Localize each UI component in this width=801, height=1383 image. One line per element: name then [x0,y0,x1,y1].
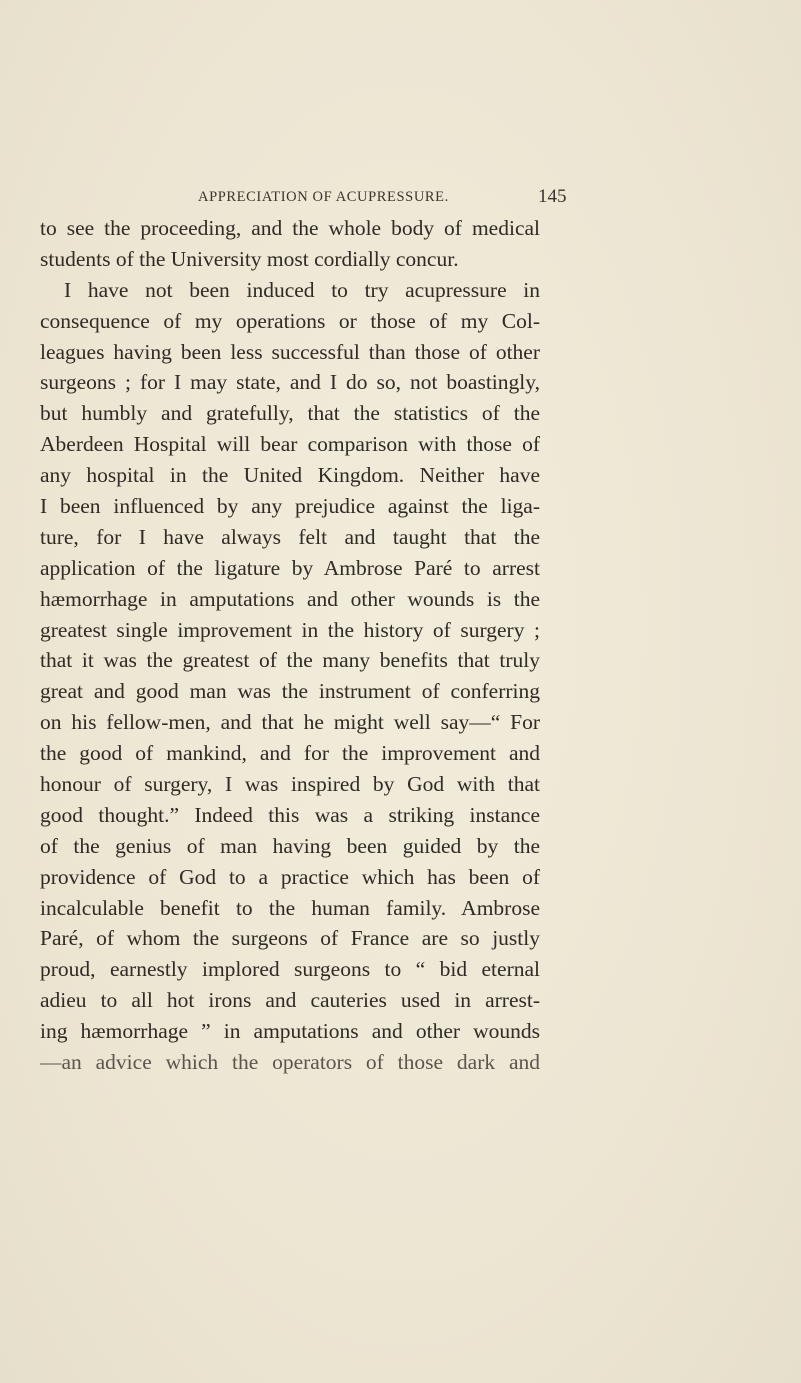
text-line: adieu to all hot irons and cauteries used in arrest- [40,988,540,1013]
text-line: surgeons ; for I may state, and I do so, not boastingly, [40,370,540,395]
text-line: hæmorrhage in amputations and other wounds is the [40,586,540,611]
text-line: students of the University most cordially concur. [40,246,459,271]
text-line: incalculable benefit to the human family. Ambrose [40,895,540,920]
text-line: the good of mankind, and for the improvement and [40,741,540,766]
text-line: proud, earnestly implored surgeons to “ bid eternal [40,957,540,982]
text-line: greatest single improvement in the history of surgery ; [40,617,540,642]
text-line: but humbly and gratefully, that the statistics of the [40,401,540,426]
text-line: honour of surgery, I was inspired by God with that [40,772,540,797]
text-line: —an advice which the operators of those dark and [40,1050,540,1075]
text-line: I been influenced by any prejudice against the liga- [40,494,540,519]
text-line: to see the proceeding, and the whole body of medical [40,216,540,240]
text-line: good thought.” Indeed this was a striking instance [40,802,540,827]
text-line: Aberdeen Hospital will bear comparison with those of [40,432,540,457]
text-line: Paré, of whom the surgeons of France are so justly [40,926,540,951]
text-line: ing hæmorrhage ” in amputations and other wounds [40,1019,540,1044]
text-line: ture, for I have always felt and taught that the [40,524,540,549]
text-line: providence of God to a practice which has been of [40,864,540,889]
running-head: APPRECIATION OF ACUPRESSURE. [198,189,449,205]
page-number: 145 [538,186,567,207]
text-line: any hospital in the United Kingdom. Neither have [40,463,540,488]
text-line: that it was the greatest of the many benefits that truly [40,648,540,673]
text-line: great and good man was the instrument of conferring [40,679,540,704]
body-text [40,213,540,1078]
text-line: on his fellow-men, and that he might well say—“ For [40,710,540,735]
text-line: of the genius of man having been guided by the [40,833,540,858]
text-line: leagues having been less successful than those of other [40,339,540,364]
text-line: application of the ligature by Ambrose Paré to arrest [40,555,540,580]
text-line: I have not been induced to try acupressure in [64,277,540,302]
text-line: consequence of my operations or those of my Col- [40,308,540,333]
